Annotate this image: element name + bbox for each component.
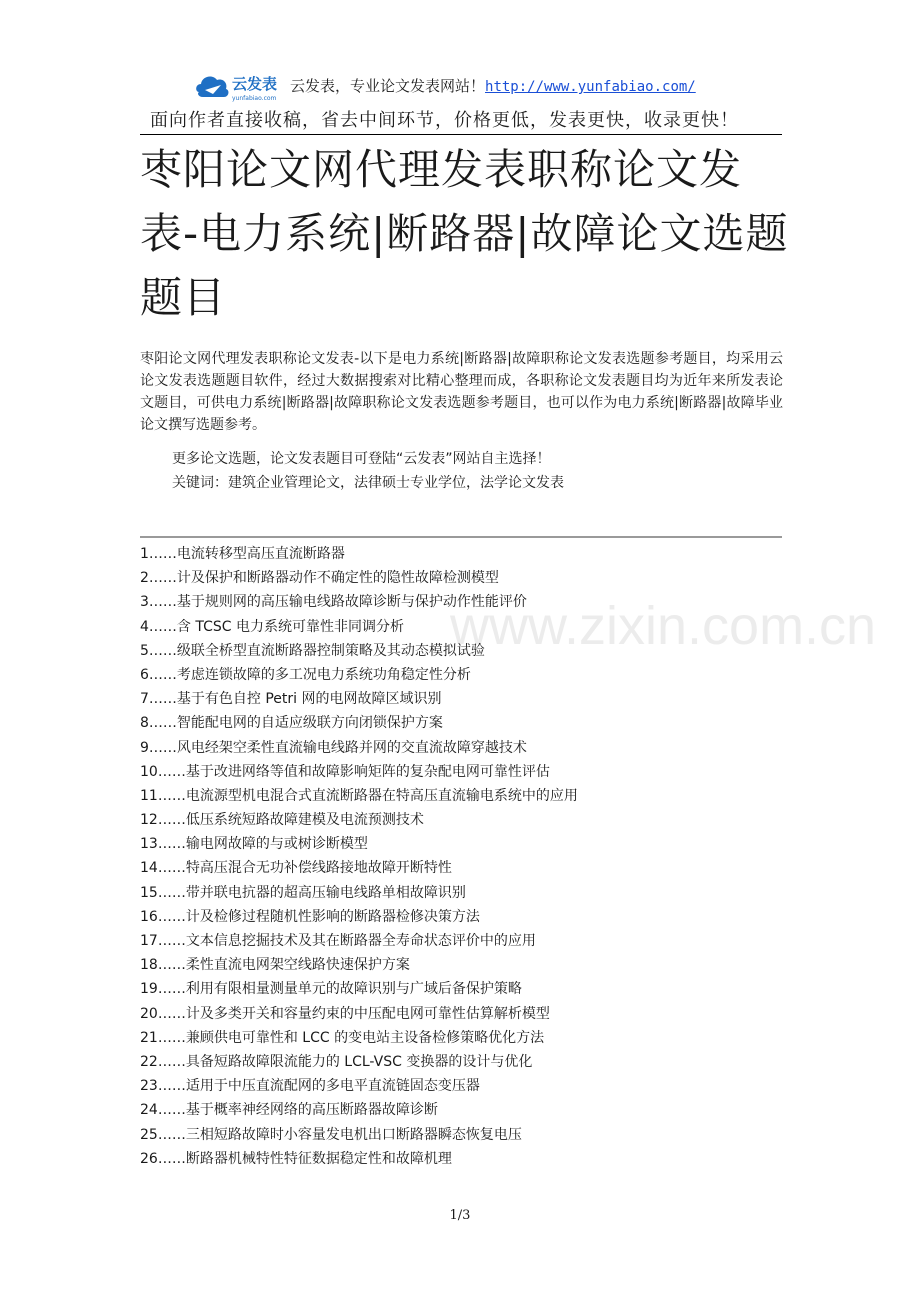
- header-slogan: 面向作者直接收稿，省去中间环节，价格更低，发表更快，收录更快！: [150, 110, 739, 131]
- list-item: 1……电流转移型高压直流断路器: [140, 546, 345, 562]
- list-item: 7……基于有色自控 Petri 网的电网故障区域识别: [140, 691, 442, 708]
- list-item: 12……低压系统短路故障建模及电流预测技术: [140, 812, 424, 829]
- list-item: 15……带并联电抗器的超高压输电线路单相故障识别: [140, 884, 466, 901]
- list-item: 26……断路器机械特性特征数据稳定性和故障机理: [140, 1150, 452, 1167]
- list-item: 18……柔性直流电网架空线路快速保护方案: [140, 957, 410, 974]
- list-item: 21……兼顾供电可靠性和 LCC 的变电站主设备检修策略优化方法: [140, 1029, 545, 1046]
- list-item: 5……级联全桥型直流断路器控制策略及其动态模拟试验: [140, 642, 485, 659]
- site-link[interactable]: http://www.yunfabiao.com/: [485, 79, 696, 95]
- topic-list: [140, 542, 578, 1171]
- keywords-line: 关键词：建筑企业管理论文，法律硕士专业学位，法学论文发表: [172, 475, 564, 491]
- list-item: 8……智能配电网的自适应级联方向闭锁保护方案: [140, 715, 443, 732]
- list-item: 16……计及检修过程随机性影响的断路器检修决策方法: [140, 908, 480, 925]
- list-item: 20……计及多类开关和容量约束的中压配电网可靠性估算解析模型: [140, 1005, 550, 1022]
- watermark: www.zixin.com.cn: [450, 596, 877, 656]
- logo-subtext: yunfabiao.com: [232, 95, 277, 102]
- list-item: 2……计及保护和断路器动作不确定性的隐性故障检测模型: [140, 570, 499, 587]
- document-title: 枣阳论文网代理发表职称论文发表-电力系统|断路器|故障论文选题题目: [140, 145, 789, 322]
- list-item: 24……基于概率神经网络的高压断路器故障诊断: [140, 1102, 438, 1119]
- header-tagline: 云发表，专业论文发表网站！: [290, 77, 486, 95]
- list-item: 13……输电网故障的与或树诊断模型: [140, 836, 368, 853]
- list-divider: [140, 536, 782, 538]
- list-item: 3……基于规则网的高压输电线路故障诊断与保护动作性能评价: [140, 594, 527, 611]
- list-item: 25……三相短路故障时小容量发电机出口断路器瞬态恢复电压: [140, 1126, 522, 1143]
- logo-text: 云发表: [232, 75, 278, 93]
- header-divider: [140, 134, 782, 135]
- page-number: 1/3: [449, 1208, 471, 1223]
- header-tagline-line: [290, 75, 696, 96]
- list-item: 17……文本信息挖掘技术及其在断路器全寿命状态评价中的应用: [140, 933, 536, 949]
- list-item: 23……适用于中压直流配网的多电平直流链固态变压器: [140, 1078, 480, 1095]
- list-item: 22……具备短路故障限流能力的 LCL-VSC 变换器的设计与优化: [140, 1053, 533, 1070]
- list-item: 11……电流源型机电混合式直流断路器在特高压直流输电系统中的应用: [140, 787, 578, 804]
- site-header: [140, 68, 782, 104]
- yunfabiao-logo: [195, 70, 285, 104]
- list-item: 10……基于改进网络等值和故障影响矩阵的复杂配电网可靠性评估: [140, 763, 550, 780]
- list-item: 9……风电经架空柔性直流输电线路并网的交直流故障穿越技术: [140, 739, 527, 756]
- list-item: 14……特高压混合无功补偿线路接地故障开断特性: [140, 860, 452, 877]
- more-topics-note: 更多论文选题，论文发表题目可登陆“云发表”网站自主选择！: [172, 451, 551, 467]
- list-item: 19……利用有限相量测量单元的故障识别与广域后备保护策略: [140, 981, 522, 998]
- list-item: 4……含 TCSC 电力系统可靠性非同调分析: [140, 618, 404, 635]
- intro-paragraph: 枣阳论文网代理发表职称论文发表-以下是电力系统|断路器|故障职称论文发表选题参考题目，均采用云论文发表选题题目软件，经过大数据搜索对比精心整理而成，各职称论文发表题目均为近年来所发表论文题目，可供电力系统|断路器|故障职称论文发表选题参考题目，也可以作为电力系统|断路器|故障毕业论文撰写选题参考。: [140, 351, 783, 433]
- list-item: 6……考虑连锁故障的多工况电力系统功角稳定性分析: [140, 666, 471, 683]
